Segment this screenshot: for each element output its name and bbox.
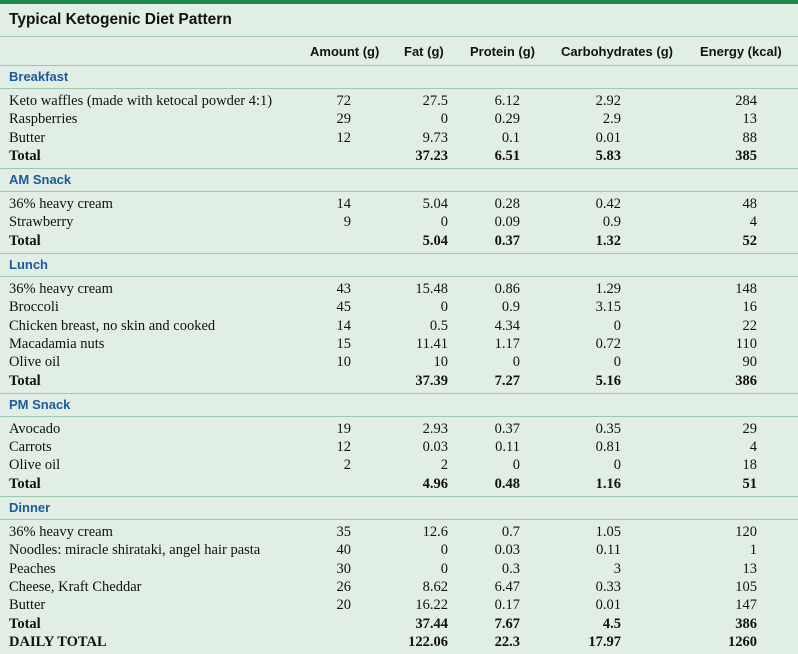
food-name-cell: Chicken breast, no skin and cooked (9, 317, 216, 334)
fat-cell: 0.03 (422, 439, 448, 456)
energy-cell: 147 (735, 597, 757, 614)
table-row (0, 439, 798, 457)
fat-cell: 9.73 (422, 129, 448, 146)
table-row (0, 281, 798, 299)
table-row (0, 579, 798, 597)
carbohydrates-cell: 0.72 (595, 335, 621, 352)
column-header-protein: Protein (g) (470, 44, 535, 59)
table-title: Typical Ketogenic Diet Pattern (0, 4, 798, 37)
protein-cell: 0.1 (501, 129, 520, 146)
section-body (0, 192, 798, 253)
protein-cell: 0.86 (494, 281, 520, 298)
table-row (0, 93, 798, 111)
table-row (0, 130, 798, 148)
amount-cell: 15 (336, 335, 351, 352)
fat-cell: 10 (433, 354, 448, 371)
energy-cell: 22 (742, 317, 757, 334)
energy-cell: 148 (735, 281, 757, 298)
amount-cell: 26 (336, 578, 351, 595)
total-protein-cell: 6.51 (494, 147, 520, 164)
total-carbohydrates-cell: 1.32 (595, 232, 621, 249)
total-energy-cell: 52 (742, 232, 757, 249)
energy-cell: 284 (735, 93, 757, 109)
table-row (0, 196, 798, 214)
protein-cell: 0.9 (501, 299, 520, 316)
amount-cell: 12 (336, 439, 351, 456)
protein-cell: 0 (512, 354, 520, 371)
food-name-cell: Keto waffles (made with ketocal powder 4:1) (9, 93, 273, 109)
energy-cell: 88 (742, 129, 757, 146)
protein-cell: 0.7 (501, 524, 520, 541)
food-name-cell: Raspberries (9, 111, 78, 128)
protein-cell: 6.12 (494, 93, 520, 109)
amount-cell: 9 (343, 214, 351, 231)
section-heading (0, 253, 798, 277)
total-label: Total (9, 147, 41, 164)
food-name-cell: Peaches (9, 560, 56, 577)
amount-cell: 12 (336, 129, 351, 146)
fat-cell: 8.62 (422, 578, 448, 595)
fat-cell: 12.6 (422, 524, 448, 541)
table-row (0, 542, 798, 560)
total-protein-cell: 0.37 (494, 232, 520, 249)
energy-cell: 48 (742, 196, 757, 213)
total-carbohydrates-cell: 4.5 (602, 615, 621, 632)
column-header-amount: Amount (g) (310, 44, 380, 59)
amount-cell: 72 (336, 93, 351, 109)
table-row (0, 336, 798, 354)
section-heading-label: AM Snack (9, 172, 72, 188)
protein-cell: 0.09 (494, 214, 520, 231)
food-name-cell: Strawberry (9, 214, 74, 231)
amount-cell: 43 (336, 281, 351, 298)
protein-cell: 0.3 (501, 560, 520, 577)
column-header-energy: Energy (kcal) (700, 44, 782, 59)
energy-cell: 29 (742, 420, 757, 437)
section-total-row (0, 148, 798, 166)
food-name-cell: 36% heavy cream (9, 524, 113, 541)
energy-cell: 18 (742, 457, 757, 474)
amount-cell: 14 (336, 196, 351, 213)
carbohydrates-cell: 2.9 (602, 111, 621, 128)
carbohydrates-cell: 0.42 (595, 196, 621, 213)
amount-cell: 20 (336, 597, 351, 614)
daily-total-row (0, 634, 798, 652)
amount-cell: 19 (336, 420, 351, 437)
table-row (0, 457, 798, 475)
energy-cell: 4 (749, 214, 757, 231)
carbohydrates-cell: 0 (613, 457, 621, 474)
total-carbohydrates-cell: 1.16 (595, 475, 621, 492)
total-fat-cell: 37.44 (415, 615, 448, 632)
section-total-row (0, 373, 798, 391)
carbohydrates-cell: 0.33 (595, 578, 621, 595)
carbohydrates-cell: 0 (613, 354, 621, 371)
amount-cell: 35 (336, 524, 351, 541)
fat-cell: 0 (440, 560, 448, 577)
protein-cell: 0.28 (494, 196, 520, 213)
protein-cell: 0 (512, 457, 520, 474)
total-carbohydrates-cell: 5.16 (595, 372, 621, 389)
energy-cell: 16 (742, 299, 757, 316)
total-label: Total (9, 372, 41, 389)
energy-cell: 90 (742, 354, 757, 371)
fat-cell: 11.41 (415, 335, 448, 352)
section-total-row (0, 233, 798, 251)
section-heading-label: Breakfast (9, 69, 69, 84)
total-fat-cell: 4.96 (422, 475, 448, 492)
section-body (0, 520, 798, 654)
fat-cell: 15.48 (415, 281, 448, 298)
protein-cell: 6.47 (494, 578, 520, 595)
carbohydrates-cell: 0.9 (602, 214, 621, 231)
energy-cell: 4 (749, 439, 757, 456)
section-body (0, 89, 798, 168)
food-name-cell: Macadamia nuts (9, 335, 105, 352)
total-energy-cell: 386 (735, 615, 757, 632)
section-heading-label: Lunch (9, 257, 48, 273)
carbohydrates-cell: 0.35 (595, 420, 621, 437)
total-label: Total (9, 232, 41, 249)
energy-cell: 13 (742, 111, 757, 128)
food-name-cell: Noodles: miracle shirataki, angel hair pasta (9, 542, 261, 559)
fat-cell: 0 (440, 299, 448, 316)
fat-cell: 0.5 (429, 317, 448, 334)
column-header-fat: Fat (g) (404, 44, 444, 59)
food-name-cell: Carrots (9, 439, 52, 456)
section-body (0, 277, 798, 393)
protein-cell: 0.29 (494, 111, 520, 128)
column-header-row (0, 37, 798, 65)
total-label: Total (9, 615, 41, 632)
table-row (0, 597, 798, 615)
table-row (0, 299, 798, 317)
carbohydrates-cell: 0 (613, 317, 621, 334)
carbohydrates-cell: 3.15 (595, 299, 621, 316)
total-energy-cell: 51 (742, 475, 757, 492)
protein-cell: 1.17 (494, 335, 520, 352)
section-heading (0, 496, 798, 520)
table-row (0, 524, 798, 542)
energy-cell: 110 (735, 335, 757, 352)
energy-cell: 120 (735, 524, 757, 541)
section-heading (0, 168, 798, 192)
carbohydrates-cell: 0.81 (595, 439, 621, 456)
section-heading (0, 393, 798, 417)
carbohydrates-cell: 0.11 (596, 542, 621, 559)
amount-cell: 45 (336, 299, 351, 316)
total-carbohydrates-cell: 5.83 (595, 147, 621, 164)
energy-cell: 105 (735, 578, 757, 595)
table-row (0, 111, 798, 129)
protein-cell: 0.03 (494, 542, 520, 559)
food-name-cell: Olive oil (9, 354, 61, 371)
fat-cell: 0 (440, 542, 448, 559)
amount-cell: 10 (336, 354, 351, 371)
fat-cell: 16.22 (415, 597, 448, 614)
section-heading-label: Dinner (9, 500, 51, 516)
amount-cell: 30 (336, 560, 351, 577)
total-fat-cell: 37.23 (415, 147, 448, 164)
table-row (0, 354, 798, 372)
carbohydrates-cell: 0.01 (595, 597, 621, 614)
food-name-cell: Avocado (9, 420, 61, 437)
carbohydrates-cell: 1.05 (595, 524, 621, 541)
table-row (0, 421, 798, 439)
amount-cell: 40 (336, 542, 351, 559)
food-name-cell: Olive oil (9, 457, 61, 474)
amount-cell: 14 (336, 317, 351, 334)
table-row (0, 318, 798, 336)
total-protein-cell: 0.48 (494, 475, 520, 492)
total-label: Total (9, 475, 41, 492)
amount-cell: 29 (336, 111, 351, 128)
fat-cell: 2.93 (422, 420, 448, 437)
table-row (0, 561, 798, 579)
food-name-cell: 36% heavy cream (9, 281, 113, 298)
daily-total-carbohydrates-cell: 17.97 (588, 633, 621, 650)
food-name-cell: Butter (9, 129, 46, 146)
daily-total-energy-cell: 1260 (728, 633, 757, 650)
total-protein-cell: 7.27 (494, 372, 520, 389)
fat-cell: 0 (440, 214, 448, 231)
section-heading-label: PM Snack (9, 396, 71, 412)
protein-cell: 0.17 (494, 597, 520, 614)
protein-cell: 4.34 (494, 317, 520, 334)
protein-cell: 0.11 (495, 439, 520, 456)
total-fat-cell: 37.39 (415, 372, 448, 389)
carbohydrates-cell: 2.92 (595, 93, 621, 109)
carbohydrates-cell: 0.01 (595, 129, 621, 146)
total-fat-cell: 5.04 (422, 232, 448, 249)
section-total-row (0, 476, 798, 494)
column-header-carbohydrates: Carbohydrates (g) (561, 44, 673, 59)
protein-cell: 0.37 (494, 420, 520, 437)
carbohydrates-cell: 3 (613, 560, 621, 577)
total-protein-cell: 7.67 (494, 615, 520, 632)
daily-total-fat-cell: 122.06 (408, 633, 448, 650)
section-total-row (0, 616, 798, 634)
energy-cell: 13 (742, 560, 757, 577)
fat-cell: 2 (440, 457, 448, 474)
fat-cell: 27.5 (422, 93, 448, 109)
food-name-cell: Cheese, Kraft Cheddar (9, 578, 142, 595)
table-body (0, 65, 798, 654)
total-energy-cell: 385 (735, 147, 757, 164)
energy-cell: 1 (749, 542, 757, 559)
food-name-cell: Broccoli (9, 299, 59, 316)
food-name-cell: Butter (9, 597, 46, 614)
daily-total-protein-cell: 22.3 (494, 633, 520, 650)
section-heading (0, 65, 798, 89)
carbohydrates-cell: 1.29 (595, 281, 621, 298)
fat-cell: 0 (440, 111, 448, 128)
food-name-cell: 36% heavy cream (9, 196, 113, 213)
table-row (0, 214, 798, 232)
daily-total-label: DAILY TOTAL (9, 633, 107, 650)
total-energy-cell: 386 (735, 372, 757, 389)
section-body (0, 417, 798, 496)
fat-cell: 5.04 (422, 196, 448, 213)
amount-cell: 2 (343, 457, 351, 474)
